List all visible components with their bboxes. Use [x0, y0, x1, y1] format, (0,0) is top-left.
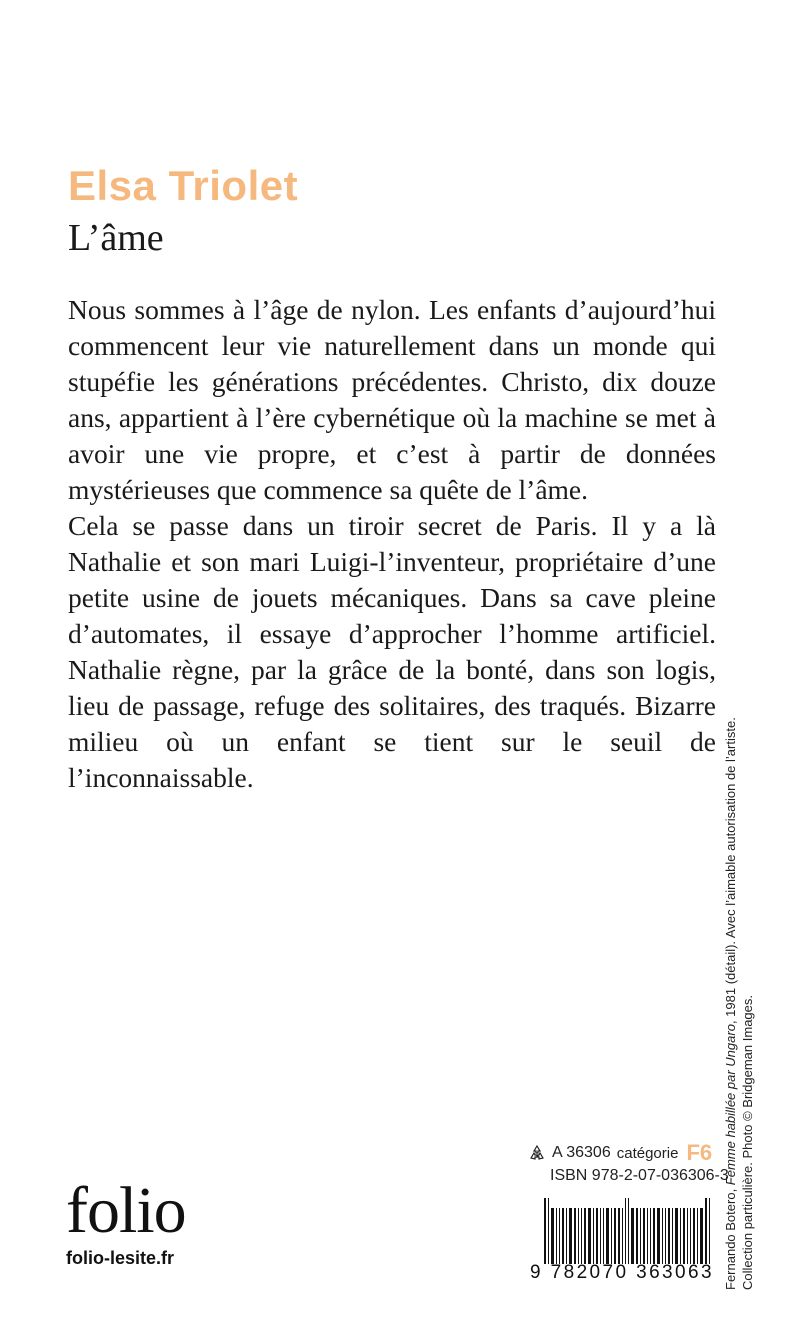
- barcode-bar: [622, 1208, 623, 1264]
- credit-rest: , 1981 (détail). Avec l’aimable autorisation de l’artiste.: [723, 717, 738, 1025]
- barcode-bar: [625, 1198, 626, 1264]
- barcode-bar: [653, 1208, 655, 1264]
- barcode-bar: [687, 1208, 688, 1264]
- publisher-logo: folio: [66, 1174, 186, 1247]
- cover-credit: [722, 710, 778, 1290]
- credit-line-2: Collection particulière. Photo © Bridgeman Images.: [740, 994, 755, 1290]
- barcode-bar: [690, 1208, 691, 1264]
- author-name: Elsa Triolet: [68, 162, 299, 209]
- blurb-paragraph-2: Cela se passe dans un tiroir secret de Paris. Il y a là Nathalie et son mari Luigi-l’inventeur, propriétaire d’une petite usine de jouets mécaniques. Dans sa cave pleine d’automates, il essaye d’approcher l’homme artificiel. Nathalie règne, par la grâce de la bonté, dans son logis, lieu de passage, refuge des solitaires, des traqués. Bizarre milieu où un enfant se tient sur le seuil de l’inconnaissable.: [68, 510, 716, 793]
- barcode-bar: [700, 1208, 703, 1264]
- barcode-bar: [556, 1208, 557, 1264]
- barcode-bar: [559, 1208, 560, 1264]
- isbn: ISBN 978-2-07-036306-3: [550, 1167, 729, 1184]
- category-label: catégorie: [616, 1144, 679, 1162]
- barcode-bar: [588, 1208, 591, 1264]
- barcode-bar: [675, 1208, 678, 1264]
- barcode-bar: [650, 1208, 651, 1264]
- barcode-bar: [705, 1198, 707, 1264]
- barcode-bar: [631, 1208, 634, 1264]
- barcode-bar: [581, 1208, 582, 1264]
- recycling-symbol-icon: [528, 1144, 546, 1162]
- barcode-bar: [551, 1208, 554, 1264]
- credit-artist: Fernando Botero,: [723, 1185, 738, 1290]
- barcode-bar: [680, 1208, 681, 1264]
- barcode-bar: [611, 1208, 612, 1264]
- catalog-code: A 36306: [552, 1144, 611, 1161]
- book-title: L’âme: [68, 217, 164, 259]
- barcode-bar: [618, 1208, 620, 1264]
- barcode-bar: [657, 1208, 660, 1264]
- barcode: [544, 1198, 720, 1264]
- barcode-bar: [665, 1208, 666, 1264]
- barcode-bar: [683, 1208, 685, 1264]
- barcode-bar: [548, 1198, 549, 1264]
- catalog-row: [528, 1140, 712, 1166]
- barcode-bar: [606, 1208, 609, 1264]
- barcode-bar: [574, 1208, 576, 1264]
- barcode-bar: [544, 1198, 546, 1264]
- barcode-bar: [584, 1208, 586, 1264]
- barcode-bar: [697, 1208, 698, 1264]
- barcode-bar: [566, 1208, 567, 1264]
- category-code: F6: [686, 1140, 713, 1165]
- credit-work: Femme habillée par Ungaro: [723, 1024, 738, 1186]
- barcode-bar: [640, 1208, 641, 1264]
- barcode-bar: [662, 1208, 663, 1264]
- barcode-bar: [569, 1208, 572, 1264]
- barcode-bar: [643, 1208, 645, 1264]
- barcode-bar: [668, 1208, 670, 1264]
- barcode-bar: [562, 1208, 564, 1264]
- barcode-bar: [709, 1198, 710, 1264]
- back-cover-blurb: [68, 292, 716, 796]
- barcode-bar: [593, 1208, 594, 1264]
- barcode-digits: 9 782070 363063: [530, 1262, 714, 1283]
- barcode-bar: [603, 1208, 604, 1264]
- barcode-bar: [672, 1208, 673, 1264]
- barcode-bar: [628, 1198, 629, 1264]
- barcode-bar: [693, 1208, 695, 1264]
- blurb-paragraph-1: Nous sommes à l’âge de nylon. Les enfants d’aujourd’hui commencent leur vie naturellement dans un monde qui stupéfie les générations précédentes. Christo, dix douze ans, appartient à l’ère cybernétique où la machine se met à avoir une vie propre, et c’est à partir de données mystérieuses que commence sa quête de l’âme.: [68, 294, 716, 505]
- barcode-bar: [636, 1208, 638, 1264]
- barcode-bar: [596, 1208, 598, 1264]
- publisher-site: folio-lesite.fr: [66, 1248, 175, 1268]
- barcode-bar: [600, 1208, 601, 1264]
- barcode-bar: [614, 1208, 616, 1264]
- barcode-bar: [647, 1208, 648, 1264]
- barcode-bar: [578, 1208, 579, 1264]
